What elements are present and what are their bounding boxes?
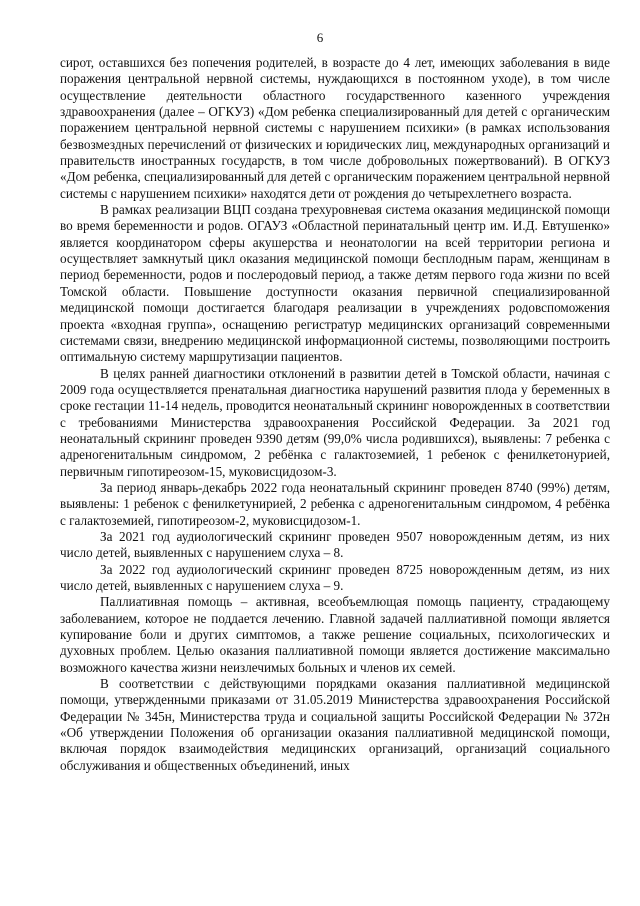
- paragraph-audiological-screening-2021: За 2021 год аудиологический скрининг проведен 9507 новорожденным детям, из них число детей, выявленных с нарушением слуха – 8.: [60, 528, 610, 561]
- paragraph-three-level-system: В рамках реализации ВЦП создана трехуровневая система оказания медицинской помощи во время беременности и родов. ОГАУЗ «Областной перинатальный центр им. И.Д. Евтушенко» является координатором сферы акушерства и неонатологии на всей территории региона и осуществляет замкнутый цикл оказания медицинской помощи бесплодным парам, женщинам в период беременности, родов и послеродовый период, а также детям первого года жизни по всей Томской области. Повышение доступности оказания первичной специализированной медицинской помощи достигается благодаря реализации в учреждениях родовспоможения проекта «входная группа», оснащению регистратур медицинских организаций современными системами связи, внедрению медицинской информационной системы, позволяющими построить оптимальную систему маршрутизации пациентов.: [60, 202, 610, 365]
- paragraph-neonatal-screening-2022: За период январь-декабрь 2022 года неонатальный скрининг проведен 8740 (99%) детям, выявлены: 1 ребенок с фенилкетунирией, 2 ребенка с адреногенитальным синдромом, 4 ребёнка с галактоземией, гипотиреозом-2, муковисцидозом-1.: [60, 479, 610, 528]
- page-number: 6: [316, 30, 324, 45]
- paragraph-palliative-regulations: В соответствии с действующими порядками оказания паллиативной медицинской помощи, утвержденными приказами от 31.05.2019 Министерства здравоохранения Российской Федерации № 345н, Министерства труда и социальной защиты Российской Федерации № 372н «Об утверждении Положения об организации оказания паллиативной медицинской помощи, включая порядок взаимодействия медицинских организаций, организаций социального обслуживания и общественных объединений, иных: [60, 676, 610, 773]
- paragraph-early-diagnostics: В целях ранней диагностики отклонений в развитии детей в Томской области, начиная с 2009 года осуществляется пренатальная диагностика нарушений развития плода у беременных в сроке гестации 11-14 недель, проводится неонатальный скрининг новорожденных в соответствии с требованиями Министерства здравоохранения Российской Федерации. За 2021 год неонатальный скрининг проведен 9390 детям (99,0% числа родившихся), выявлены: 7 ребенка с адреногенитальным синдромом, 2 ребёнка с галактоземией, 1 ребенок с фенилкетонурией, первичным гипотиреозом-15, муковисцидозом-3.: [60, 365, 610, 479]
- paragraph-palliative-care: Паллиативная помощь – активная, всеобъемлющая помощь пациенту, страдающему заболеванием, которое не поддается лечению. Главной задачей паллиативной помощи является купирование боли и других симптомов, а также решение социальных, психологических и духовных проблем. Целью оказания паллиативной помощи является достижение максимально возможного качества жизни неизлечимых больных и членов их семей.: [60, 594, 610, 675]
- paragraph-orphans-care: сирот, оставшихся без попечения родителей, в возрасте до 4 лет, имеющих заболевания в виде поражения центральной нервной системы, нуждающихся в постоянном уходе), в том числе осуществление деятельности областного государственного казенного учреждения здравоохранения (далее – ОГКУЗ) «Дом ребенка специализированный для детей с органическим поражением центральной нервной системы с нарушением психики» (в рамках использования безвозмездных перечислений от физических и юридических лиц, международных организаций и правительств иностранных государств, в том числе добровольных пожертвований). В ОГКУЗ «Дом ребенка, специализированный для детей с органическим поражением центральной нервной системы с нарушением психики» находятся дети от рождения до четырехлетнего возраста.: [60, 55, 610, 201]
- paragraph-audiological-screening-2022: За 2022 год аудиологический скрининг проведен 8725 новорожденным детям, из них число детей, выявленных с нарушением слуха – 9.: [60, 561, 610, 593]
- body-text: [60, 55, 610, 774]
